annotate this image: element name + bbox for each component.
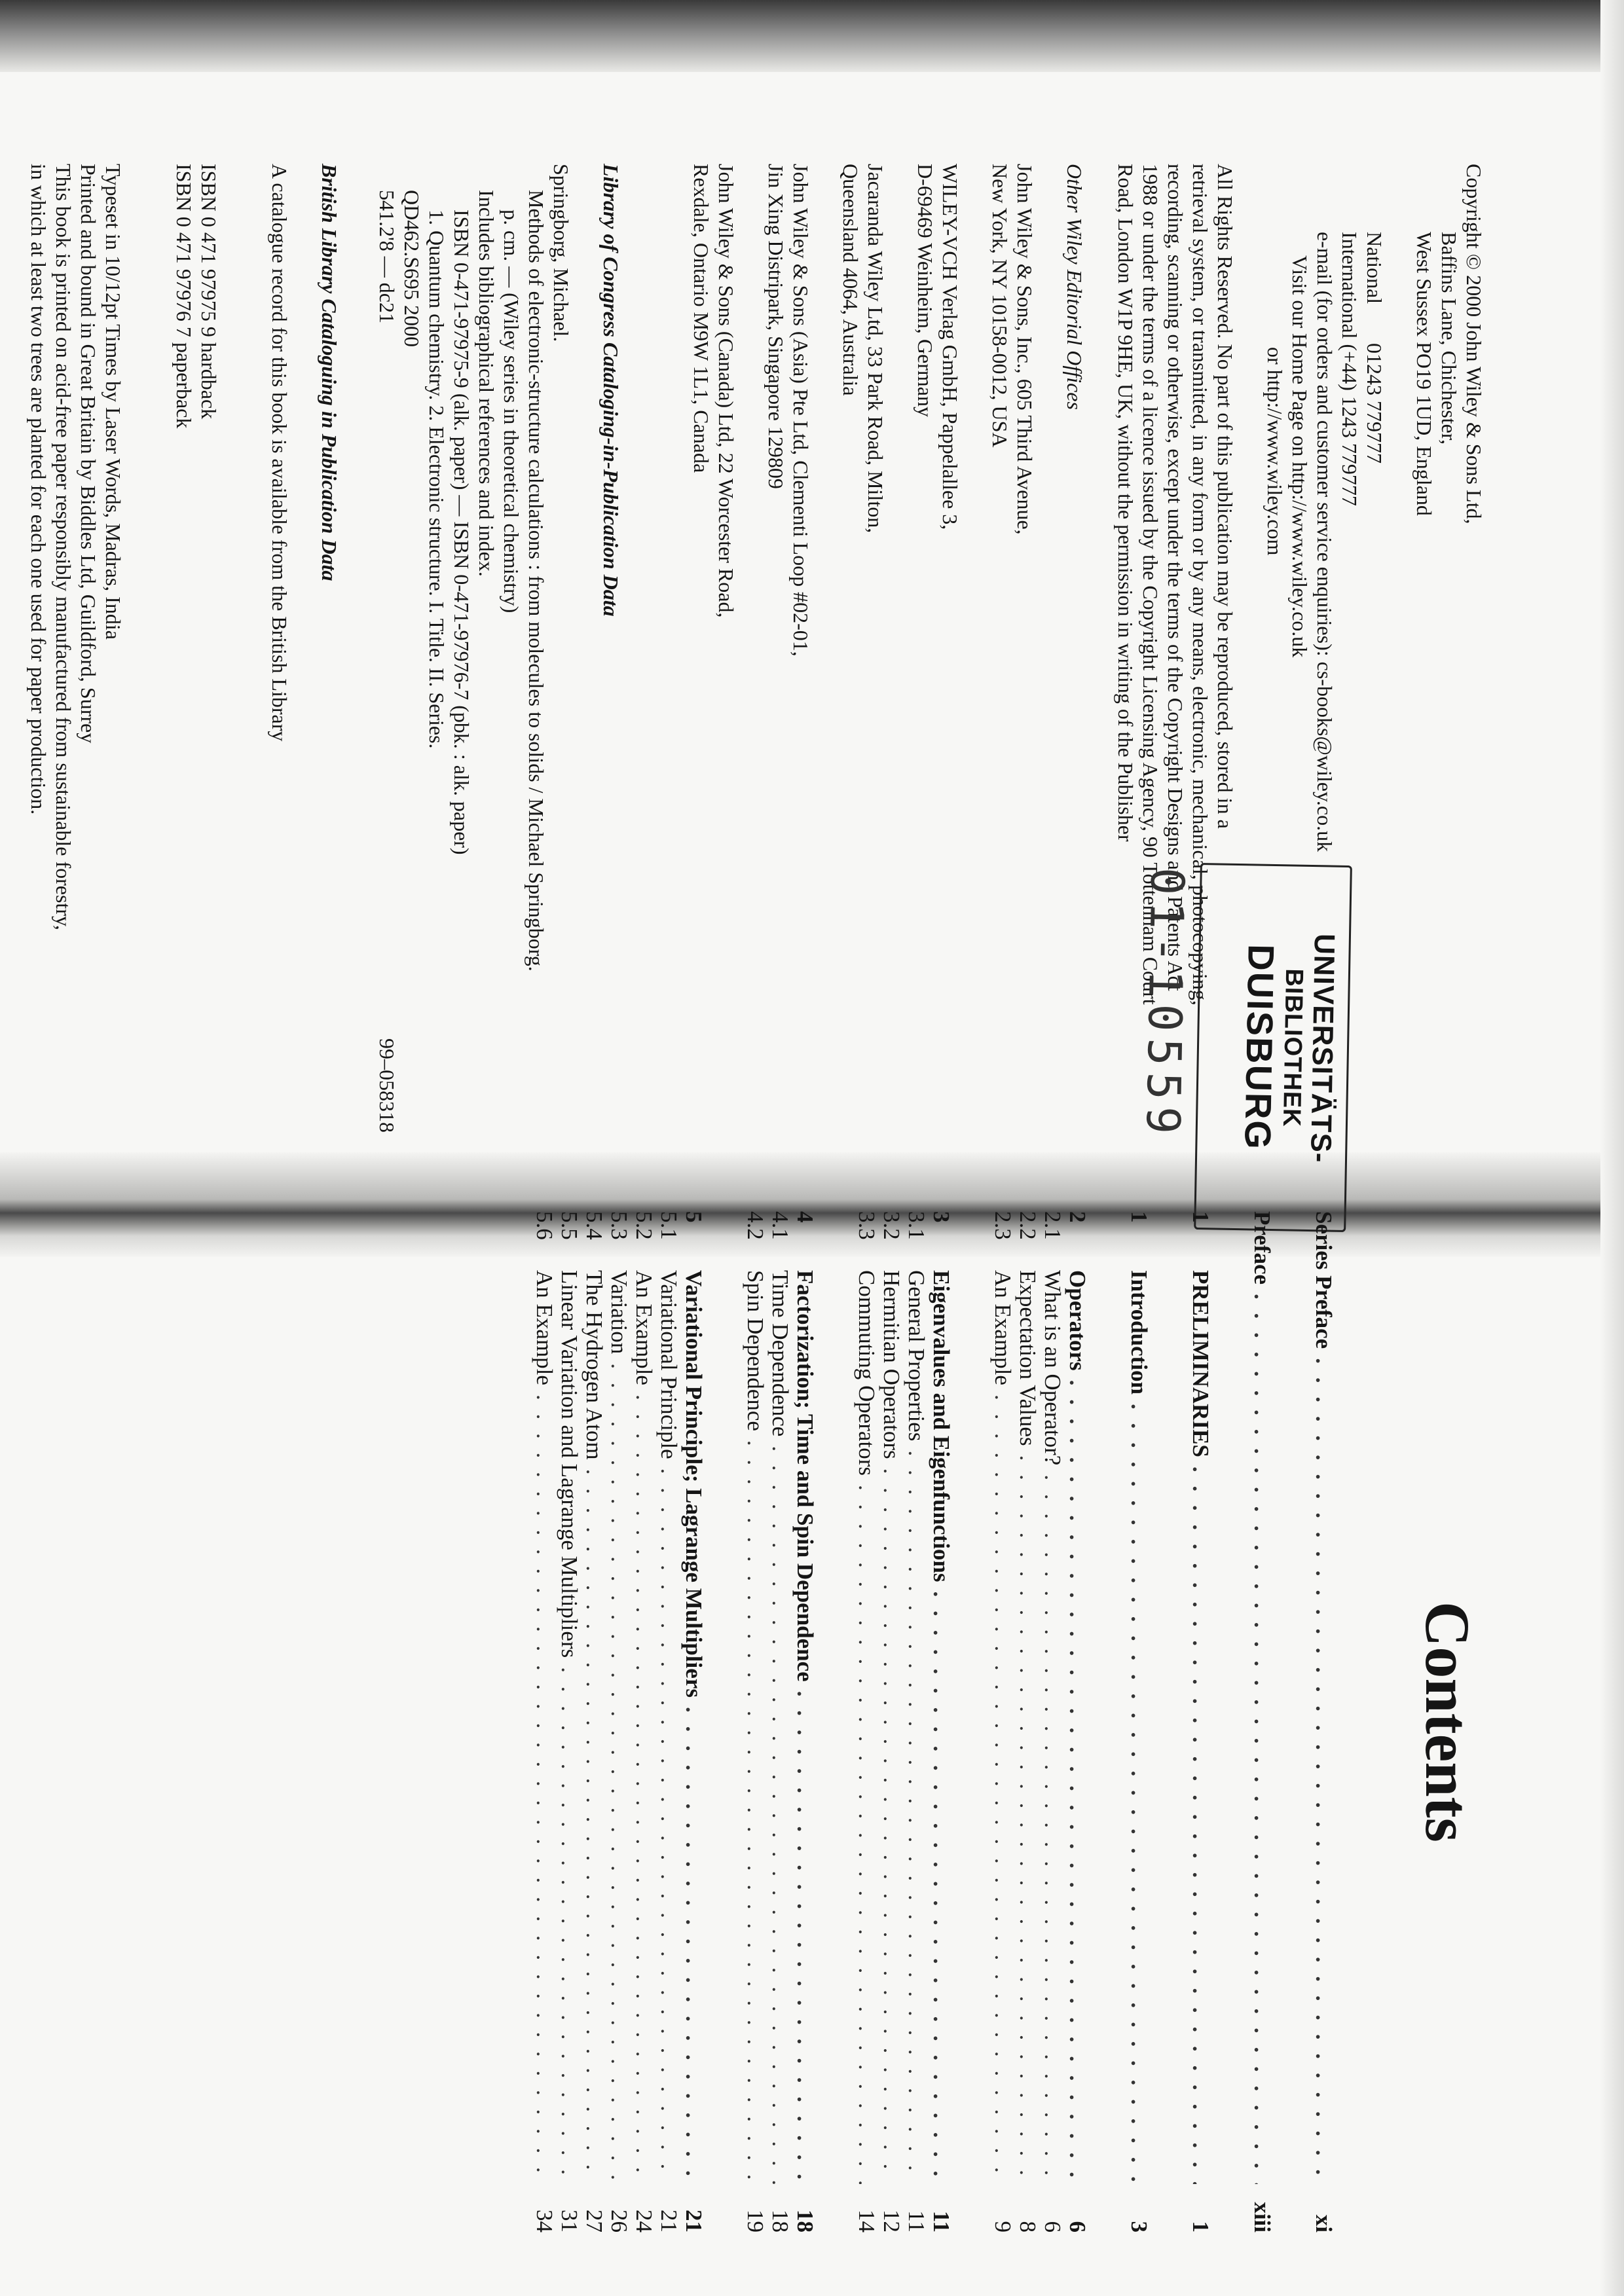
toc-entry: [1040, 1211, 1065, 2232]
stamp-accession-number: 01-10559: [1135, 867, 1194, 1141]
stamp-line: UNIVERSITÄTS-: [1304, 933, 1341, 1163]
toc-leader-dots: [990, 1394, 1015, 2184]
toc-title: Factorization; Time and Spin Dependence: [792, 1270, 818, 1682]
cip-line: 1. Quantum chemistry. 2. Electronic structure. I. Title. II. Series.: [425, 210, 449, 749]
toc-entry: [904, 1211, 929, 2232]
toc-page-number: 6: [1040, 2221, 1065, 2232]
toc-section-number: 2.1: [1040, 1211, 1065, 1240]
toc-leader-dots: [879, 1468, 904, 2184]
print-line: This book is printed on acid-free paper responsibly manufactured from sustainable forestry,: [52, 164, 75, 930]
toc-leader-dots: [631, 1394, 656, 2184]
office-address: Jacaranda Wiley Ltd, 33 Park Road, Milton, Queensland 4064, Australia: [839, 164, 887, 534]
toc-entry: [743, 1211, 767, 2232]
toc-entry: [767, 1211, 792, 2232]
toc-title: Spin Dependence: [743, 1270, 768, 1431]
toc-leader-dots: [1311, 1358, 1336, 2184]
page-edge: [1600, 0, 1624, 2296]
toc-title: Variational Principle; Lagrange Multipliers: [681, 1270, 707, 1698]
toc-page-number: 26: [606, 2210, 632, 2232]
toc-entry: [681, 1211, 706, 2232]
toc-entry: [792, 1211, 817, 2232]
toc-page-number: 21: [656, 2210, 682, 2232]
print-line: Printed and bound in Great Britain by Biddles Ltd, Guildford, Surrey: [77, 164, 100, 744]
toc-title: Expectation Values: [1015, 1270, 1041, 1446]
contact-row: [1362, 164, 1387, 1185]
toc-title: The Hydrogen Atom: [581, 1270, 607, 1460]
bl-heading: British Library Cataloguing in Publication Data: [318, 164, 341, 581]
toc-chapter-number: 1: [1188, 1211, 1213, 1223]
cip-line: QD462.S695 2000: [400, 190, 424, 348]
cip-line: Springborg, Michael.: [549, 164, 573, 342]
toc-leader-dots: [581, 1469, 606, 2184]
toc-title: An Example: [532, 1270, 557, 1385]
toc-entry: [1311, 1211, 1336, 2232]
toc-leader-dots: [681, 1707, 706, 2184]
office-address: John Wiley & Sons (Canada) Ltd, 22 Worcester Road, Rexdale, Ontario M9W 1L1, Canada: [690, 164, 738, 618]
publisher-line: Baffins Lane, Chichester,: [1437, 232, 1461, 445]
toc-page-number: 31: [557, 2210, 582, 2232]
toc-section-number: 4.2: [743, 1211, 768, 1240]
office-list: [689, 164, 1037, 1185]
toc-entry: [606, 1211, 631, 2232]
isbn-line: ISBN 0 471 97976 7 paperback: [172, 164, 196, 429]
cip-line: Includes bibliographical references and index.: [475, 190, 498, 577]
cip-line: [375, 164, 399, 1172]
toc-page-number: xi: [1311, 2214, 1337, 2232]
toc-entry: [656, 1211, 681, 2232]
web-line: or http://www.wiley.com: [1263, 347, 1287, 556]
toc-title: An Example: [990, 1270, 1016, 1385]
toc-leader-dots: [929, 1592, 953, 2185]
toc-leader-dots: [1065, 1380, 1090, 2184]
toc-title: Introduction: [1126, 1270, 1152, 1394]
toc-title: Preface: [1249, 1211, 1275, 1285]
cip-line: ISBN 0-471-97975-9 (alk. paper) — ISBN 0-471-97976-7 (pbk. : alk. paper): [450, 210, 473, 855]
contents-page: [39, 1211, 1483, 2232]
rights-line: recording, scanning or otherwise, except under the terms of the Copyright Designs and Patents Act: [1164, 164, 1187, 991]
toc-title: PRELIMINARIES: [1188, 1270, 1213, 1457]
toc-chapter-number: 3: [929, 1211, 954, 1223]
toc-entry: [879, 1211, 904, 2232]
office-address: John Wiley & Sons (Asia) Pte Ltd, Clementi Loop #02-01, Jin Xing Distripark, Singapore 129809: [764, 164, 813, 657]
toc-title: Operators: [1065, 1270, 1090, 1371]
toc-page-number: 8: [1015, 2221, 1041, 2232]
toc-page-number: 21: [681, 2210, 707, 2232]
loc-cip-record: [375, 164, 574, 1185]
toc-page-number: xiii: [1249, 2202, 1275, 2232]
toc-entry: [1065, 1211, 1090, 2232]
toc-title: Series Preface: [1311, 1211, 1337, 1349]
contact-value: (+44) 1243 779777: [1338, 344, 1361, 506]
publisher-line: West Sussex PO19 1UD, England: [1412, 232, 1436, 516]
stamp-line: DUISBURG: [1237, 943, 1282, 1151]
rights-line: 1988 or under the terms of a licence issued by the Copyright Licensing Agency, 90 Tottenham Court: [1139, 164, 1162, 1005]
cip-control-number: 99–058318: [375, 1038, 399, 1133]
toc-page-number: 9: [990, 2221, 1016, 2232]
toc-title: General Properties: [904, 1270, 929, 1442]
toc-title: Variation: [606, 1270, 632, 1355]
email-line: e-mail (for orders and customer service enquiries): cs-books@wiley.co.uk: [1313, 232, 1337, 852]
office-address: WILEY-VCH Verlag GmbH, Pappelallee 3, D-69469 Weinheim, Germany: [913, 164, 962, 530]
toc-title: Variational Principle: [656, 1270, 682, 1459]
contact-label: National: [1363, 232, 1386, 304]
toc-title: Time Dependence: [767, 1270, 793, 1437]
rights-line: All Rights Reserved. No part of this publication may be reproduced, stored in a: [1213, 164, 1237, 829]
toc-title: Linear Variation and Lagrange Multipliers: [557, 1270, 582, 1658]
toc-leader-dots: [767, 1446, 792, 2184]
toc-entry: [1015, 1211, 1040, 2232]
contents-title: Contents: [1412, 1601, 1483, 1842]
toc-chapter-number: 1: [1126, 1211, 1152, 1223]
toc-section-number: 5.1: [656, 1211, 682, 1240]
toc-page-number: 14: [854, 2210, 879, 2232]
toc-leader-dots: [904, 1450, 929, 2184]
toc-page-number: 19: [743, 2210, 768, 2232]
toc-page-number: 24: [631, 2210, 657, 2232]
loc-heading: Library of Congress Cataloging-in-Publication Data: [599, 164, 623, 617]
publisher-line: Copyright © 2000 John Wiley & Sons Ltd,: [1462, 164, 1486, 524]
cip-classification: 541.2'8 — dc21: [375, 190, 399, 323]
toc-section-number: 5.4: [581, 1211, 607, 1240]
isbn-line: ISBN 0 471 97975 9 hardback: [197, 164, 221, 420]
stamp-line: BIBLIOTHEK: [1277, 968, 1308, 1127]
toc-leader-dots: [606, 1363, 631, 2184]
toc-page-number: 27: [581, 2210, 607, 2232]
toc-entry: [631, 1211, 656, 2232]
toc-entry: [1188, 1211, 1213, 2232]
toc-entry: [1126, 1211, 1151, 2232]
scan-top-shadow: [0, 0, 1624, 72]
offices-heading: Other Wiley Editorial Offices: [1063, 164, 1086, 410]
web-line: Visit our Home Page on http://www.wiley.co.uk: [1288, 255, 1312, 658]
rights-line: retrieval system, or transmitted, in any form or by any means, electronic, mechanical, photocopying,: [1189, 164, 1212, 1006]
toc-page-number: 11: [904, 2210, 929, 2232]
bl-record: A catalogue record for this book is available from the British Library: [268, 164, 291, 742]
toc-title: Commuting Operators: [854, 1270, 879, 1476]
toc-leader-dots: [792, 1691, 817, 2184]
toc-leader-dots: [1249, 1294, 1274, 2184]
toc-leader-dots: [1015, 1455, 1040, 2184]
toc-entry: [990, 1211, 1015, 2232]
toc-page-number: 11: [929, 2210, 954, 2232]
toc-leader-dots: [743, 1440, 767, 2184]
toc-chapter-number: 4: [792, 1211, 818, 1223]
toc-page-number: 6: [1065, 2221, 1090, 2232]
toc-leader-dots: [854, 1485, 879, 2184]
print-line: Typeset in 10/12pt Times by Laser Words, Madras, India: [101, 164, 125, 640]
toc-page-number: 18: [767, 2210, 793, 2232]
toc-page-number: 34: [532, 2210, 557, 2232]
toc-entry: [532, 1211, 557, 2232]
isbn-list: [172, 164, 221, 1185]
toc-entry: [854, 1211, 879, 2232]
rights-line: Road, London W1P 9HE, UK, without the permission in writing of the Publisher: [1114, 164, 1137, 842]
toc-leader-dots: [1188, 1467, 1213, 2184]
table-of-contents: [532, 1211, 1336, 2232]
toc-section-number: 2.3: [990, 1211, 1016, 1240]
toc-page-number: 3: [1126, 2221, 1152, 2232]
toc-leader-dots: [1126, 1404, 1151, 2184]
toc-section-number: 3.2: [879, 1211, 904, 1240]
toc-section-number: 3.3: [854, 1211, 879, 1240]
toc-title: Hermitian Operators: [879, 1270, 904, 1459]
toc-section-number: 5.2: [631, 1211, 657, 1240]
toc-leader-dots: [532, 1394, 557, 2184]
print-line: in which at least two trees are planted for each one used for paper production.: [27, 164, 50, 815]
toc-title: What is an Operator?: [1040, 1270, 1065, 1466]
toc-page-number: 12: [879, 2210, 904, 2232]
toc-section-number: 5.5: [557, 1211, 582, 1240]
toc-entry: [557, 1211, 581, 2232]
toc-section-number: 2.2: [1015, 1211, 1041, 1240]
office-address: John Wiley & Sons, Inc., 605 Third Avenue, New York, NY 10158-0012, USA: [988, 164, 1037, 535]
toc-chapter-number: 2: [1065, 1211, 1090, 1223]
toc-section-number: 5.3: [606, 1211, 632, 1240]
toc-chapter-number: 5: [681, 1211, 707, 1223]
publisher-address: [1412, 164, 1486, 1185]
toc-entry: [581, 1211, 606, 2232]
toc-page-number: 1: [1188, 2221, 1213, 2232]
toc-section-number: 4.1: [767, 1211, 793, 1240]
toc-entry: [929, 1211, 953, 2232]
toc-title: Eigenvalues and Eigenfunctions: [929, 1270, 954, 1582]
cip-line: Methods of electronic-structure calculations : from molecules to solids / Michael Springborg.: [525, 190, 548, 972]
toc-title: An Example: [631, 1270, 657, 1385]
toc-entry: [1249, 1211, 1274, 2232]
cip-line: p. cm. — (Wiley series in theoretical chemistry): [500, 210, 523, 613]
toc-section-number: 3.1: [904, 1211, 929, 1240]
contact-label: International: [1338, 232, 1361, 339]
toc-leader-dots: [557, 1667, 581, 2184]
library-stamp: [1194, 863, 1352, 1232]
copyright-page: [27, 164, 1486, 1185]
contact-value: 01243 779777: [1363, 343, 1386, 464]
toc-page-number: 18: [792, 2210, 818, 2232]
toc-section-number: 5.6: [532, 1211, 557, 1240]
printing-info: [26, 164, 126, 1185]
toc-leader-dots: [656, 1468, 681, 2184]
toc-leader-dots: [1040, 1474, 1065, 2184]
